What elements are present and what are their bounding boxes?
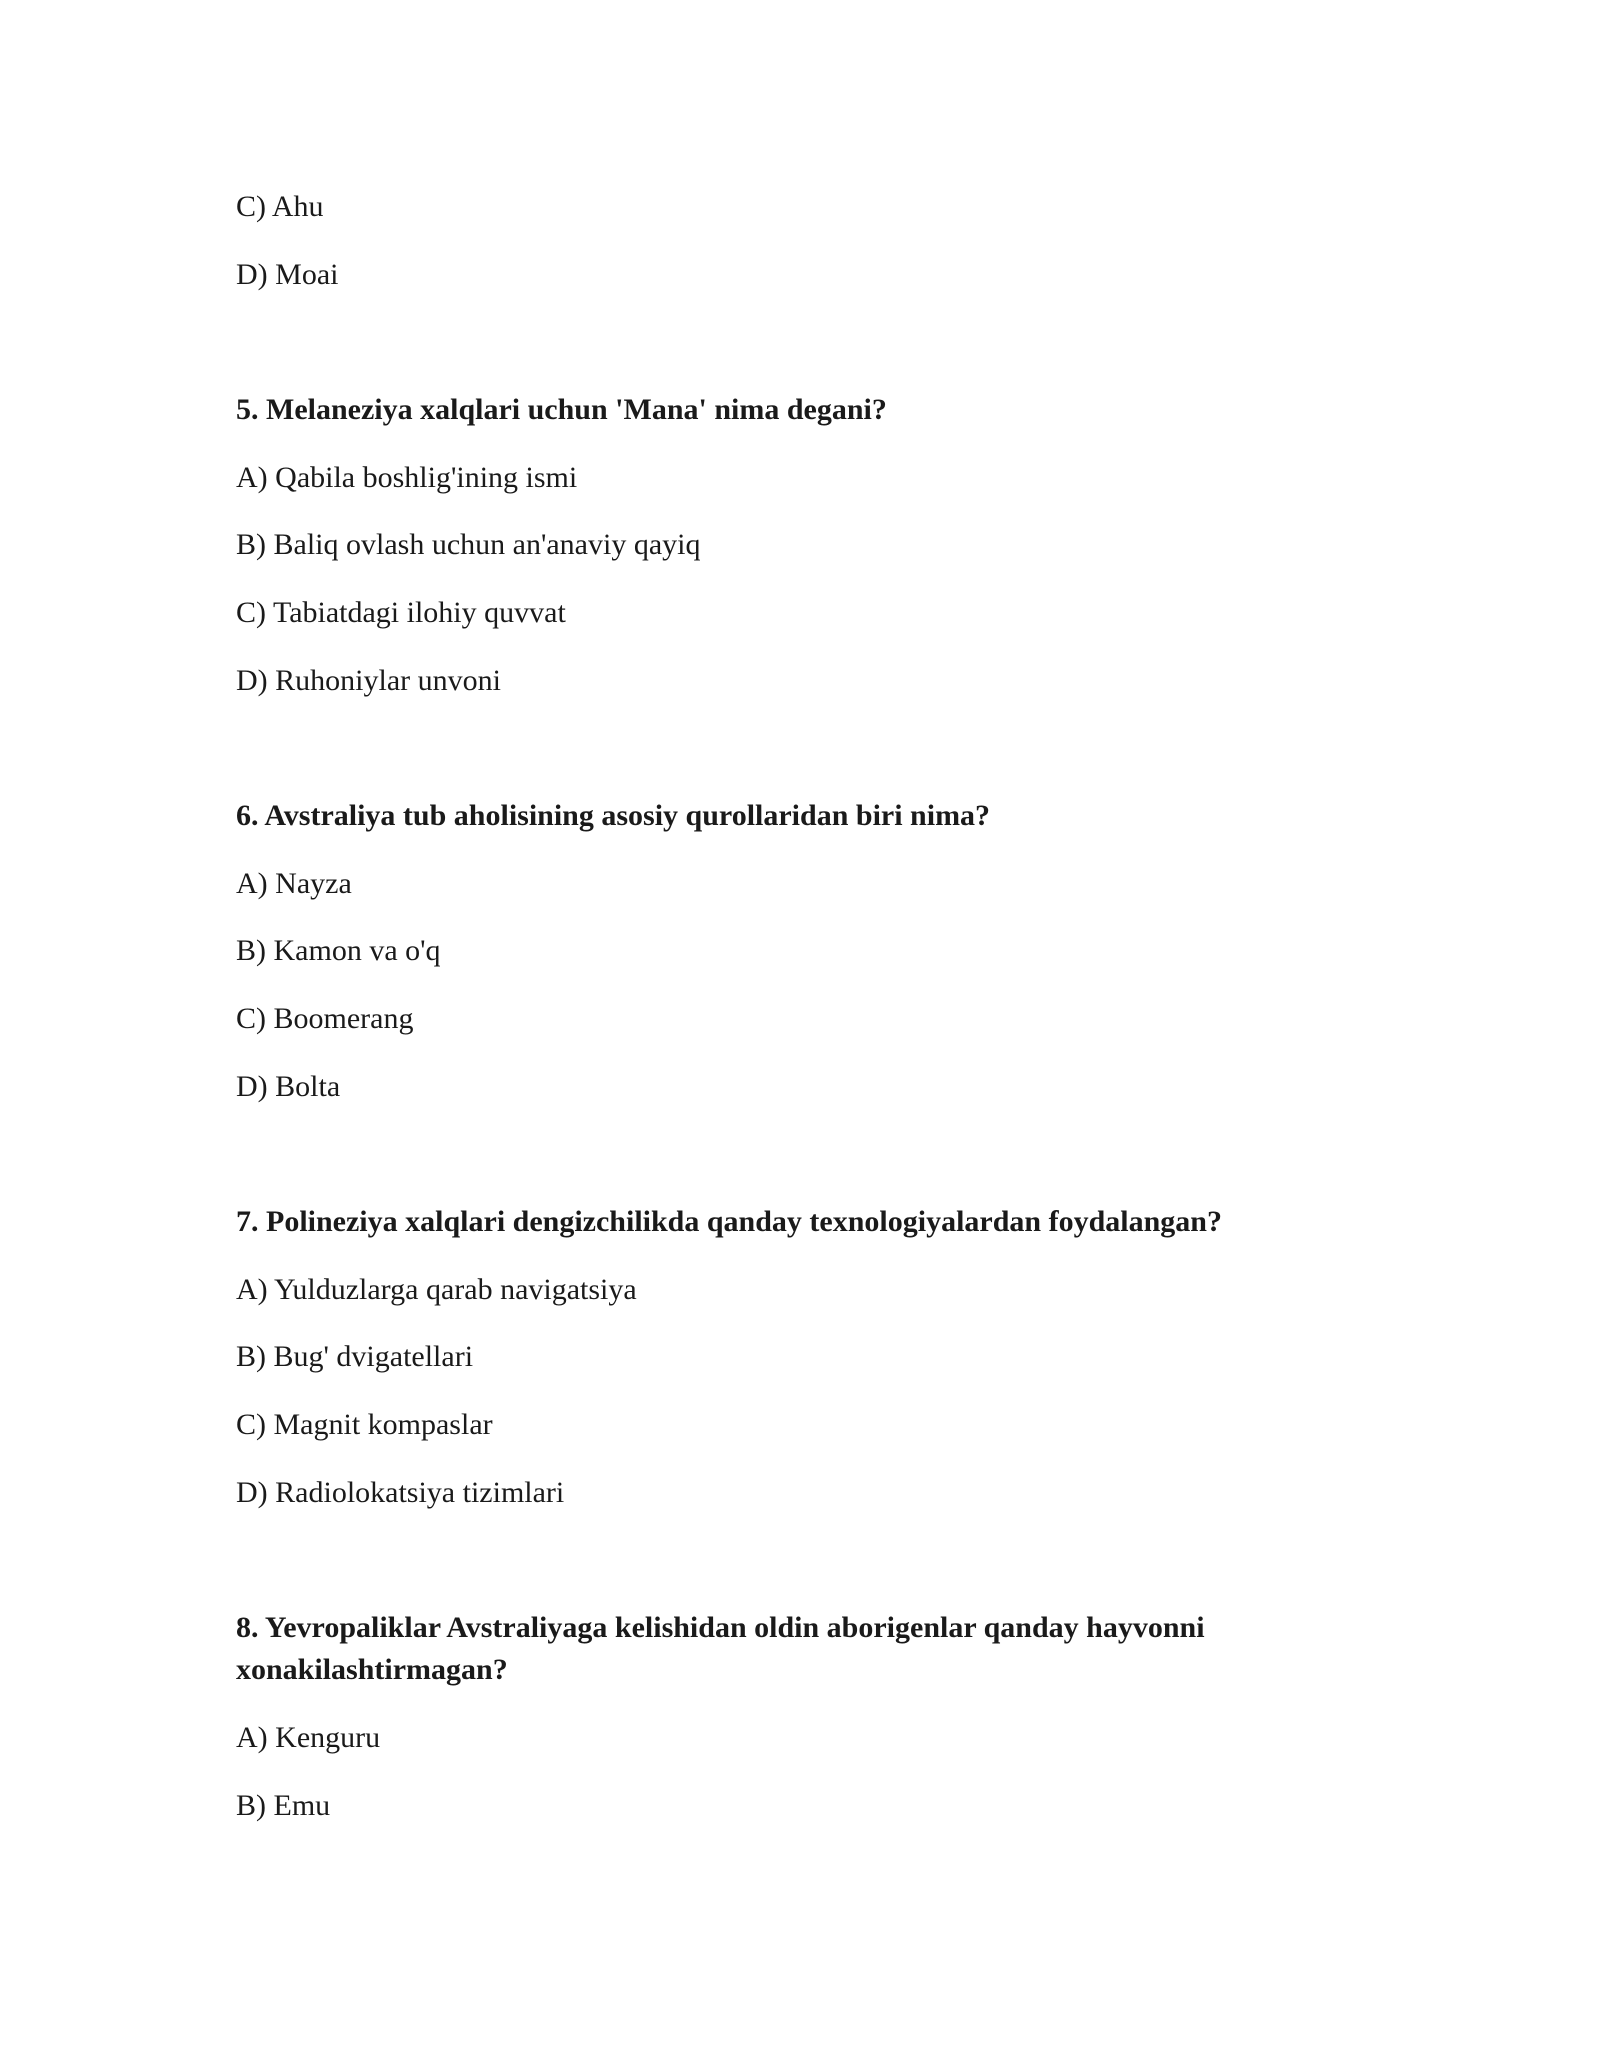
option-text: A) Nayza — [236, 867, 352, 900]
question-title: 5. Melaneziya xalqlari uchun 'Mana' nima degani? — [236, 393, 887, 426]
option-text: D) Radiolokatsiya tizimlari — [236, 1476, 565, 1509]
option-text: D) Ruhoniylar unvoni — [236, 664, 501, 697]
option-text: C) Tabiatdagi ilohiy quvvat — [236, 596, 566, 629]
option-text: B) Emu — [236, 1789, 331, 1822]
question-title: 8. Yevropaliklar Avstraliyaga kelishidan oldin aborigenlar qanday hayvonni xonakilashtirmagan? — [236, 1611, 1205, 1686]
option-text: A) Qabila boshlig'ining ismi — [236, 461, 578, 494]
option-text: B) Kamon va o'q — [236, 934, 441, 967]
question-title: 6. Avstraliya tub aholisining asosiy qurollaridan biri nima? — [236, 799, 991, 832]
option-text: D) Moai — [236, 258, 339, 291]
option-text: C) Ahu — [236, 190, 324, 223]
option-text: D) Bolta — [236, 1070, 341, 1103]
option-text: C) Magnit kompaslar — [236, 1408, 493, 1441]
option-text: C) Boomerang — [236, 1002, 414, 1035]
option-text: B) Bug' dvigatellari — [236, 1340, 474, 1373]
option-text: A) Kenguru — [236, 1721, 381, 1754]
option-text: A) Yulduzlarga qarab navigatsiya — [236, 1273, 637, 1306]
option-text: B) Baliq ovlash uchun an'anaviy qayiq — [236, 528, 701, 561]
question-title: 7. Polineziya xalqlari dengizchilikda qanday texnologiyalardan foydalangan? — [236, 1205, 1222, 1238]
